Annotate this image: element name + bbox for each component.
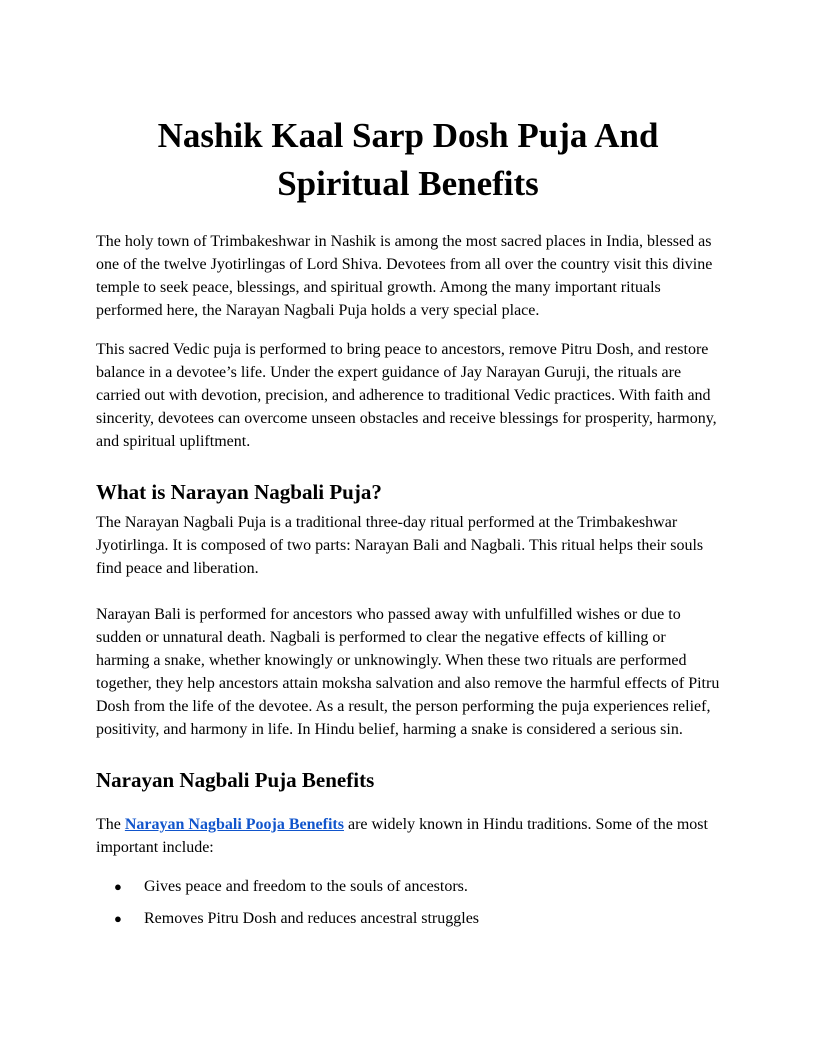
what-is-paragraph-1: The Narayan Nagbali Puja is a traditional three-day ritual performed at the Trimbakeshwar Jyotirlinga. It is composed of two parts: Narayan Bali and Nagbali. This ritual helps their souls find peace and liberation. xyxy=(96,514,704,577)
what-is-paragraph-2: Narayan Bali is performed for ancestors who passed away with unfulfilled wishes or due to sudden or unnatural death. Nagbali is performed to clear the negative effects of killing or harming a snake, whether knowingly or unknowingly. When these two rituals are performed together, they help ancestors attain moksha salvation and also remove the harmful effects of Pitru Dosh from the life of the devotee. As a result, the person performing the puja experiences relief, positivity, and harmony in life. In Hindu belief, harming a snake is considered a serious sin. xyxy=(96,606,720,738)
benefits-link[interactable]: Narayan Nagbali Pooja Benefits xyxy=(124,816,344,833)
intro-paragraph-1: The holy town of Trimbakeshwar in Nashik is among the most sacred places in India, blessed as one of the twelve Jyotirlingas of Lord Shiva. Devotees from all over the country visit this divine temple to seek peace, blessings, and spiritual growth. Among the many important rituals performed here, the Narayan Nagbali Puja holds a very special place. xyxy=(96,233,713,319)
list-item-text: Gives peace and freedom to the souls of ancestors. xyxy=(144,878,468,895)
benefits-intro-prefix: The xyxy=(96,816,125,833)
list-item-text: Removes Pitru Dosh and reduces ancestral struggles xyxy=(144,910,480,927)
page-title-line-2: Spiritual Benefits xyxy=(277,164,539,203)
page-title xyxy=(96,112,720,208)
benefits-intro-paragraph xyxy=(96,813,720,859)
bullet-icon: ● xyxy=(114,911,122,926)
intro-paragraph-2: This sacred Vedic puja is performed to bring peace to ancestors, remove Pitru Dosh, and restore balance in a devotee’s life. Under the expert guidance of Jay Narayan Guruji, the rituals are carried out with devotion, precision, and adherence to traditional Vedic practices. With faith and sincerity, devotees can overcome unseen obstacles and receive blessings for prosperity, harmony, and spiritual upliftment. xyxy=(96,341,717,450)
document-page xyxy=(96,112,720,939)
list-item xyxy=(96,875,720,898)
bullet-icon: ● xyxy=(114,879,122,894)
benefits-intro-suffix: are widely known in Hindu traditions. Some of the most important include: xyxy=(96,816,708,856)
page-title-line-1: Nashik Kaal Sarp Dosh Puja And xyxy=(157,116,659,155)
benefits-heading: Narayan Nagbali Puja Benefits xyxy=(96,768,375,792)
what-is-heading: What is Narayan Nagbali Puja? xyxy=(96,480,382,504)
list-item xyxy=(96,907,720,930)
benefits-list xyxy=(96,875,720,930)
